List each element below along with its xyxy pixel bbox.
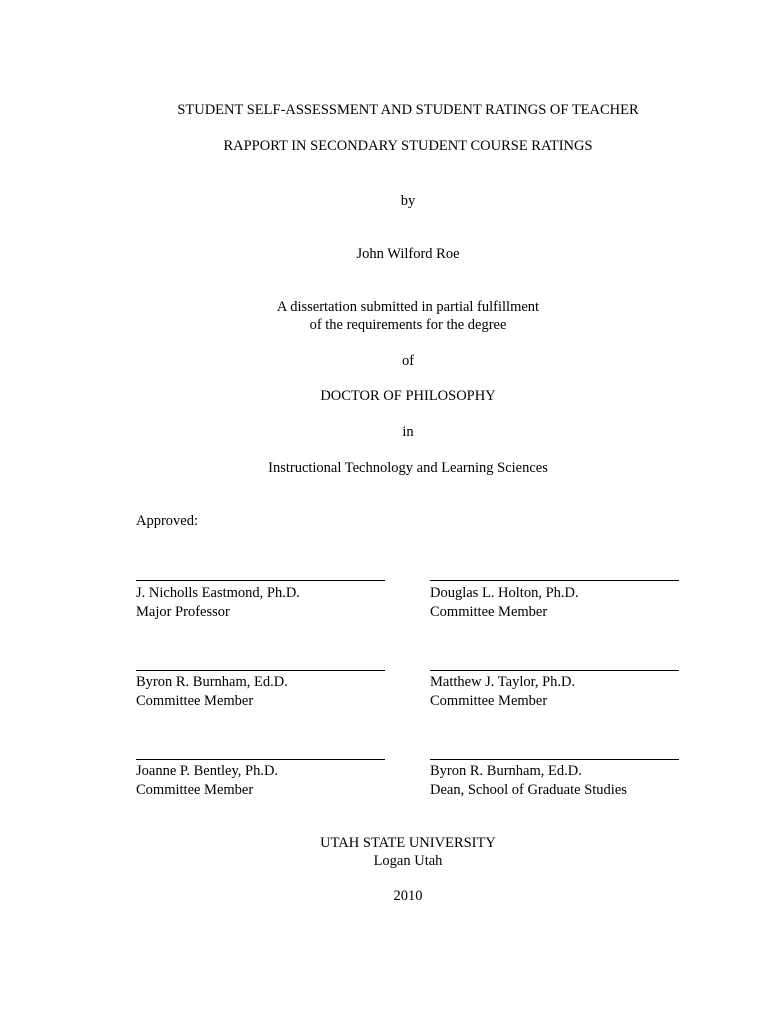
submission-line-2: of the requirements for the degree xyxy=(309,317,507,333)
signature-line xyxy=(136,759,385,760)
signatory-role: Committee Member xyxy=(430,693,548,709)
signature-line xyxy=(430,759,679,760)
submission-line-1: A dissertation submitted in partial fulfillment xyxy=(276,299,540,315)
title-line-2: RAPPORT IN SECONDARY STUDENT COURSE RATINGS xyxy=(223,138,593,154)
signatory-name: J. Nicholls Eastmond, Ph.D. xyxy=(136,585,300,601)
approved-label: Approved: xyxy=(136,513,199,529)
signatory-name: Matthew J. Taylor, Ph.D. xyxy=(430,674,576,690)
title-line-1: STUDENT SELF-ASSESSMENT AND STUDENT RATINGS OF TEACHER xyxy=(177,102,639,118)
signatory-role: Committee Member xyxy=(430,604,548,620)
signature-line xyxy=(136,580,385,581)
degree-name: DOCTOR OF PHILOSOPHY xyxy=(320,388,496,404)
of-text: of xyxy=(401,353,415,369)
by-text: by xyxy=(400,193,416,209)
institution-location: Logan Utah xyxy=(373,853,443,869)
institution-name: UTAH STATE UNIVERSITY xyxy=(320,835,496,851)
signatory-name: Joanne P. Bentley, Ph.D. xyxy=(136,763,279,779)
signature-line xyxy=(430,580,679,581)
signatory-name: Douglas L. Holton, Ph.D. xyxy=(430,585,579,601)
signature-block xyxy=(430,673,575,711)
signature-block xyxy=(136,762,278,800)
signatory-role: Committee Member xyxy=(136,782,254,798)
signature-block xyxy=(430,762,627,800)
signature-block xyxy=(136,673,288,711)
signature-line xyxy=(136,670,385,671)
author-name: John Wilford Roe xyxy=(356,246,460,262)
signature-line xyxy=(430,670,679,671)
publication-year: 2010 xyxy=(393,888,423,904)
signatory-role: Dean, School of Graduate Studies xyxy=(430,782,627,798)
signature-block xyxy=(430,584,579,622)
signatory-role: Major Professor xyxy=(136,604,230,620)
field-of-study: Instructional Technology and Learning Sciences xyxy=(268,460,548,476)
signatory-name: Byron R. Burnham, Ed.D. xyxy=(136,674,288,690)
in-text: in xyxy=(402,424,414,440)
signatory-role: Committee Member xyxy=(136,693,254,709)
signatory-name: Byron R. Burnham, Ed.D. xyxy=(430,763,582,779)
signature-block xyxy=(136,584,300,622)
